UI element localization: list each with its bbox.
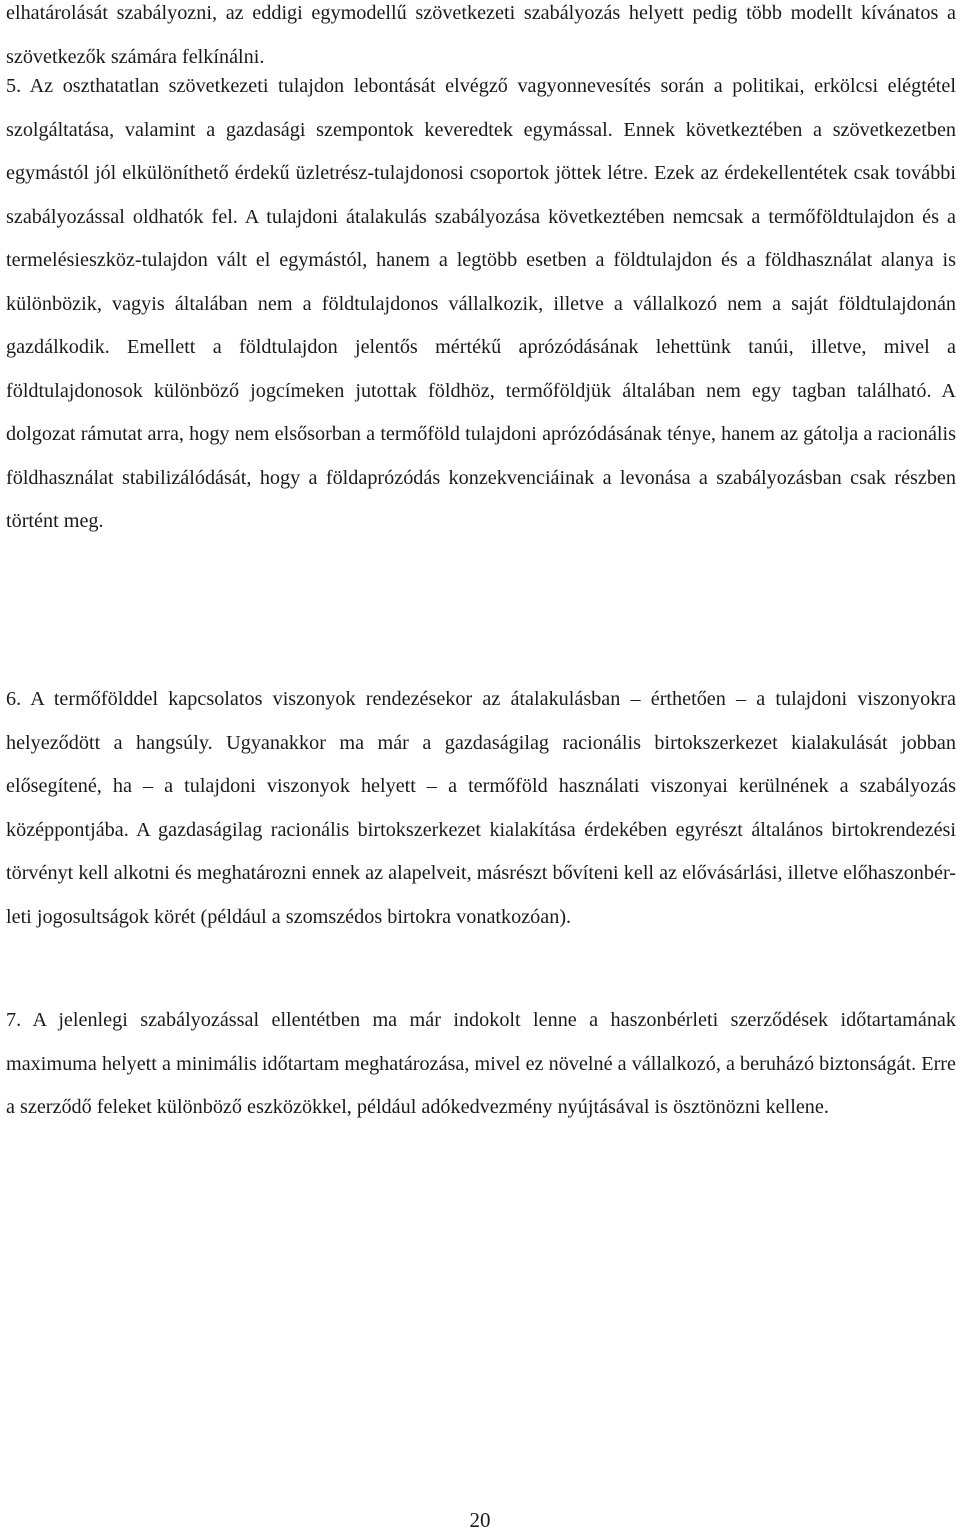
document-page — [6, 0, 956, 1537]
paragraph-point-6: 6. A termőfölddel kapcsolatos viszonyok rendezésekor az átalakulásban – érthetően – a tulajdoni viszonyokra helyeződött a hangsúly. Ugyanakkor ma már a gazdaságilag racionális birtokszerkezet kialakulását jobban elősegítené, ha – a tulajdoni viszonyok helyett – a termőföld használati viszonyai kerülnének a szabályozás középpontjába. A gazdaságilag racionális birtokszerkezet kialakítása érdekében egyrészt általános birtokrendezési törvényt kell alkotni és meghatározni ennek az alapelveit, másrészt bővíteni kell az elővásárlási, illetve előhaszonbér-leti jogosultságok körét (például a szomszédos birtokra vonatkozóan). — [6, 688, 956, 928]
paragraph-intro-continuation: elhatárolását szabályozni, az eddigi egymodellű szövetkezeti szabályozás helyett pedig több modellt kívánatos a szövetkezők számára felkínálni. — [6, 2, 956, 68]
page-number: 20 — [469, 1508, 491, 1532]
paragraph-point-7: 7. A jelenlegi szabályozással ellentétben ma már indokolt lenne a haszonbérleti szerződések időtartamának maximuma helyett a minimális időtartam meghatározása, mivel ez növelné a vállalkozó, a beruházó biztonságát. Erre a szerződő feleket különböző eszközökkel, például adókedvezmény nyújtásával is ösztönözni kellene. — [6, 1009, 956, 1118]
paragraph-point-5: 5. Az oszthatatlan szövetkezeti tulajdon lebontását elvégző vagyonnevesítés során a politikai, erkölcsi elégtétel szolgáltatása, valamint a gazdasági szempontok keveredtek egymással. Ennek következtében a szövetkezetben egymástól jól elkülöníthető érdekű üzletrész-tulajdonosi csoportok jöttek létre. Ezek az érdekellentétek csak további szabályozással oldhatók fel. A tulajdoni átalakulás szabályozása következtében nemcsak a termőföldtulajdon és a termelésieszköz-tulajdon vált el egymástól, hanem a legtöbb esetben a földtulajdon és a földhasználat alanya is különbözik, vagyis általában nem a földtulajdonos vállalkozik, illetve a vállalkozó nem a saját földtulajdonán gazdálkodik. Emellett a földtulajdon jelentős mértékű aprózódásának lehettünk tanúi, illetve, mivel a földtulajdonosok különböző jogcímeken jutottak földhöz, termőföldjük általában nem egy tagban található. A dolgozat rámutat arra, hogy nem elsősorban a termőföld tulajdoni aprózódásának ténye, hanem az gátolja a racionális földhasználat stabilizálódását, hogy a földaprózódás konzekvenciáinak a levonása a szabályozásban csak részben történt meg. — [6, 75, 956, 532]
